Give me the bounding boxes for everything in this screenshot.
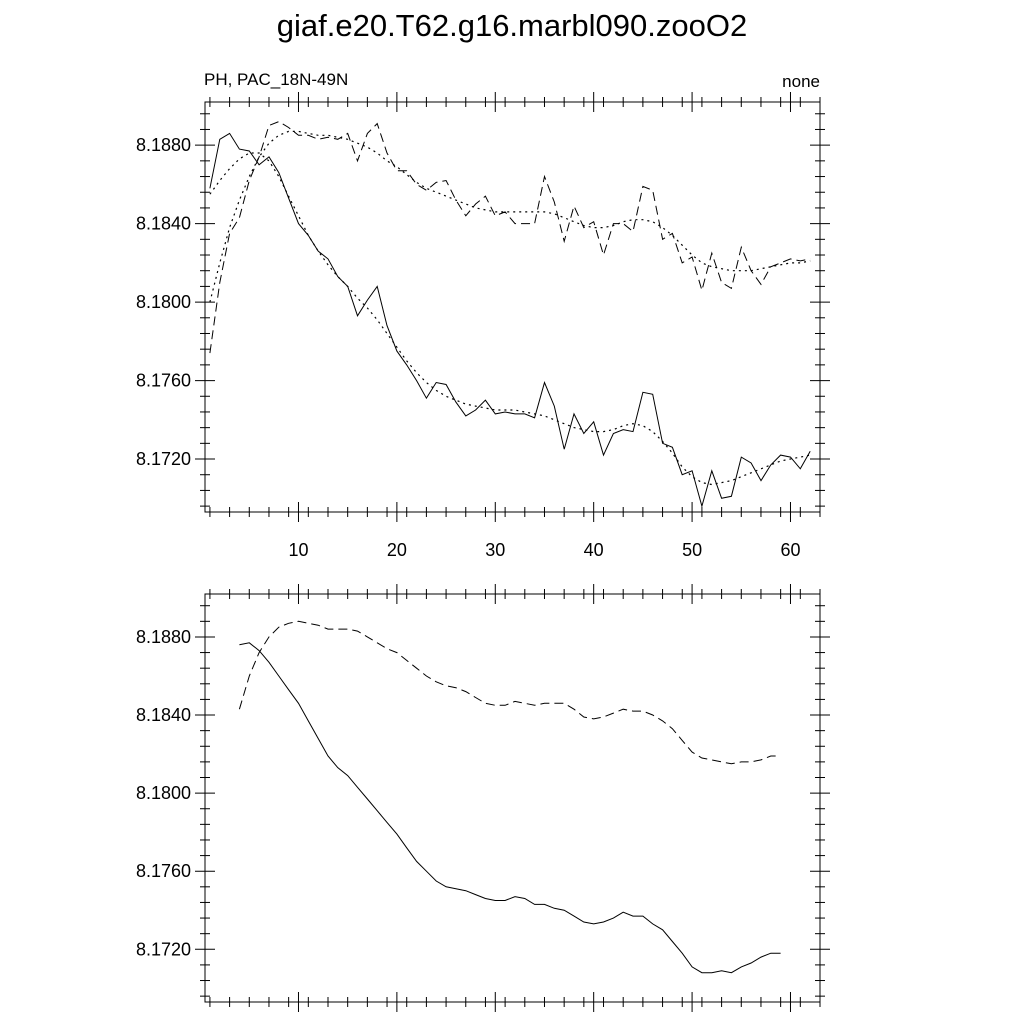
x-tick-label: 60 bbox=[780, 540, 801, 560]
x-tick-label: 40 bbox=[583, 540, 604, 560]
y-tick-label: 8.1720 bbox=[135, 449, 191, 470]
y-tick-label: 8.1880 bbox=[135, 135, 191, 156]
bottom-panel-ticks bbox=[195, 584, 830, 1012]
series-line-dotted bbox=[210, 153, 810, 485]
top-panel-ticks bbox=[195, 92, 830, 522]
bottom-panel-y-tick-labels bbox=[136, 627, 191, 959]
x-tick-label: 20 bbox=[386, 540, 407, 560]
y-tick-label: 8.1840 bbox=[135, 705, 191, 726]
series-line-dashed bbox=[210, 122, 810, 354]
top-panel bbox=[136, 70, 830, 560]
y-tick-label: 8.1800 bbox=[135, 292, 191, 313]
bottom-panel-frame bbox=[205, 594, 820, 1002]
y-tick-label: 8.1880 bbox=[135, 626, 191, 647]
top-panel-frame bbox=[205, 102, 820, 512]
y-tick-label: 8.1760 bbox=[135, 861, 191, 882]
series-line-solid bbox=[210, 133, 810, 506]
chart-title: giaf.e20.T62.g16.marbl090.zooO2 bbox=[276, 8, 748, 43]
y-tick-label: 8.1760 bbox=[135, 370, 191, 391]
x-tick-label: 50 bbox=[682, 540, 703, 560]
y-tick-label: 8.1800 bbox=[135, 783, 191, 804]
top-panel-right-label: none bbox=[782, 72, 820, 91]
x-tick-label: 30 bbox=[485, 540, 506, 560]
bottom-panel bbox=[136, 584, 830, 1012]
series-line-dotted bbox=[210, 131, 810, 302]
bottom-panel-series bbox=[239, 621, 780, 972]
series-line-solid bbox=[239, 643, 780, 973]
top-panel-x-tick-labels bbox=[288, 540, 800, 560]
top-panel-series bbox=[210, 122, 810, 507]
x-tick-label: 10 bbox=[288, 540, 309, 560]
top-panel-y-tick-labels bbox=[136, 135, 191, 469]
top-panel-left-label: PH, PAC_18N-49N bbox=[204, 70, 349, 89]
y-tick-label: 8.1840 bbox=[135, 213, 191, 234]
y-tick-label: 8.1720 bbox=[135, 939, 191, 960]
